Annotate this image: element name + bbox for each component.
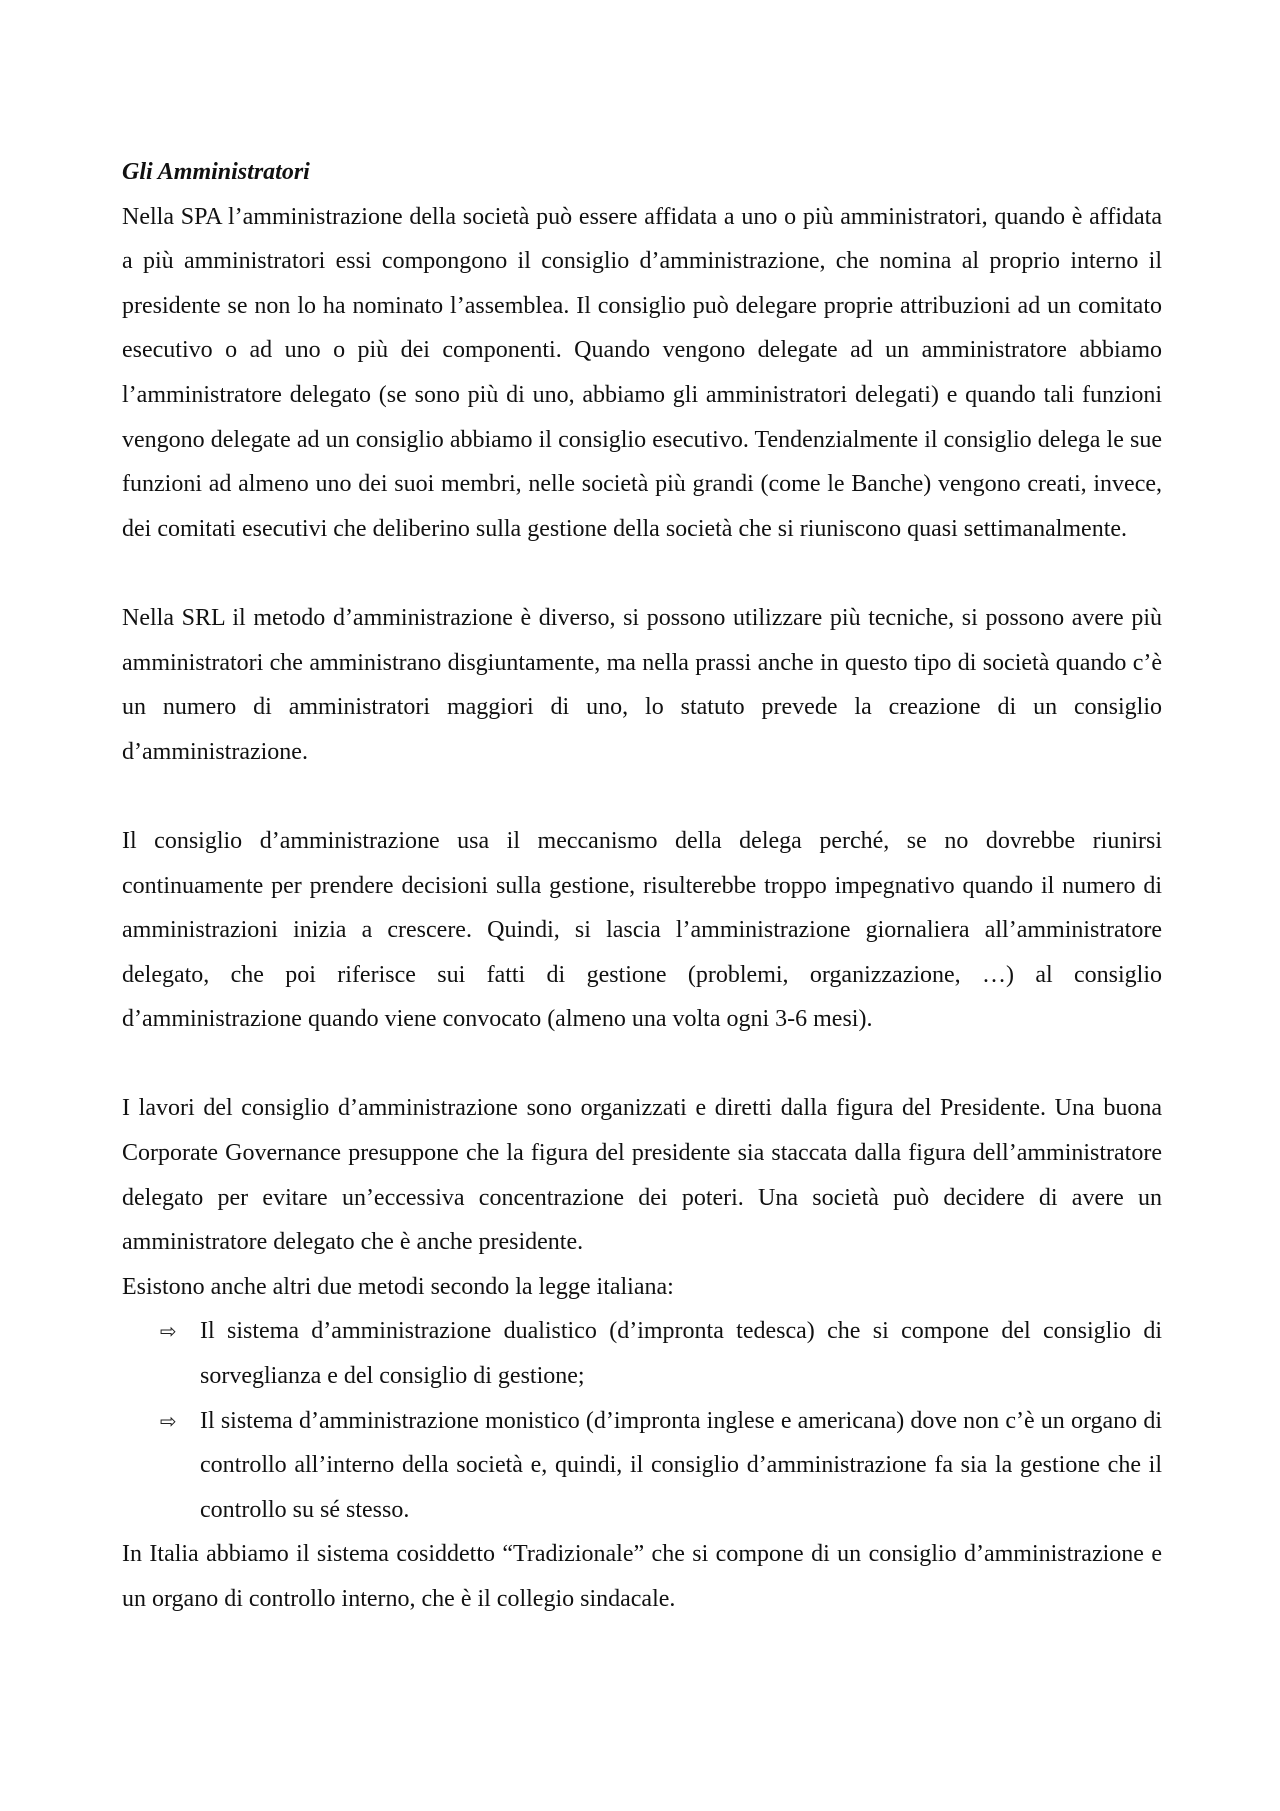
section-title: Gli Amministratori [122,159,310,185]
arrow-right-icon: ⇨ [160,1408,177,1433]
list-item [160,1309,1162,1398]
methods-list [122,1309,1162,1532]
paragraph-presidente: I lavori del consiglio d’amministrazione sono organizzati e diretti dalla figura del Presidente. Una buona Corporate Governance presuppone che la figura del presidente sia staccata dalla figura dell’amministratore delegato per evitare un’eccessiva concentrazione dei poteri. Una società può decidere di avere un amministratore delegato che è anche presidente. [122,1095,1162,1256]
arrow-right-icon: ⇨ [160,1319,177,1344]
paragraph-spa: Nella SPA l’amministrazione della società può essere affidata a uno o più amministratori, quando è affidata a più amministratori essi compongono il consiglio d’amministrazione, che nomina al proprio interno il presidente se non lo ha nominato l’assemblea. Il consiglio può delegare proprie attribuzioni ad un comitato esecutivo o ad uno o più dei componenti. Quando vengono delegate ad un amministratore abbiamo l’amministratore delegato (se sono più di uno, abbiamo gli amministratori delegati) e quando tali funzioni vengono delegate ad un consiglio abbiamo il consiglio esecutivo. Tendenzialmente il consiglio delega le sue funzioni ad almeno uno dei suoi membri, nelle società più grandi (come le Banche) vengono creati, invece, dei comitati esecutivi che deliberino sulla gestione della società che si riuniscono quasi settimanalmente. [122,203,1162,542]
list-item [160,1399,1162,1533]
paragraph-srl: Nella SRL il metodo d’amministrazione è diverso, si possono utilizzare più tecniche, si possono avere più amministratori che amministrano disgiuntamente, ma nella prassi anche in questo tipo di società quando c’è un numero di amministratori maggiori di uno, lo statuto prevede la creazione di un consiglio d’amministrazione. [122,604,1162,765]
list-item-text: Il sistema d’amministrazione monistico (d’impronta inglese e americana) dove non c’è un organo di controllo all’interno della società e, quindi, il consiglio d’amministrazione fa sia la gestione che il controllo su sé stesso. [200,1407,1162,1523]
list-item-text: Il sistema d’amministrazione dualistico (d’impronta tedesca) che si compone del consiglio di sorveglianza e del consiglio di gestione; [200,1318,1162,1390]
document-page [122,150,1162,1622]
paragraph-metodi-intro: Esistono anche altri due metodi secondo la legge italiana: [122,1273,674,1300]
paragraph-closing: In Italia abbiamo il sistema cosiddetto “Tradizionale” che si compone di un consiglio d’amministrazione e un organo di controllo interno, che è il collegio sindacale. [122,1541,1162,1612]
paragraph-delega: Il consiglio d’amministrazione usa il meccanismo della delega perché, se no dovrebbe riunirsi continuamente per prendere decisioni sulla gestione, risulterebbe troppo impegnativo quando il numero di amministrazioni inizia a crescere. Quindi, si lascia l’amministrazione giornaliera all’amministratore delegato, che poi riferisce sui fatti di gestione (problemi, organizzazione, …) al consiglio d’amministrazione quando viene convocato (almeno una volta ogni 3-6 mesi). [122,827,1162,1033]
